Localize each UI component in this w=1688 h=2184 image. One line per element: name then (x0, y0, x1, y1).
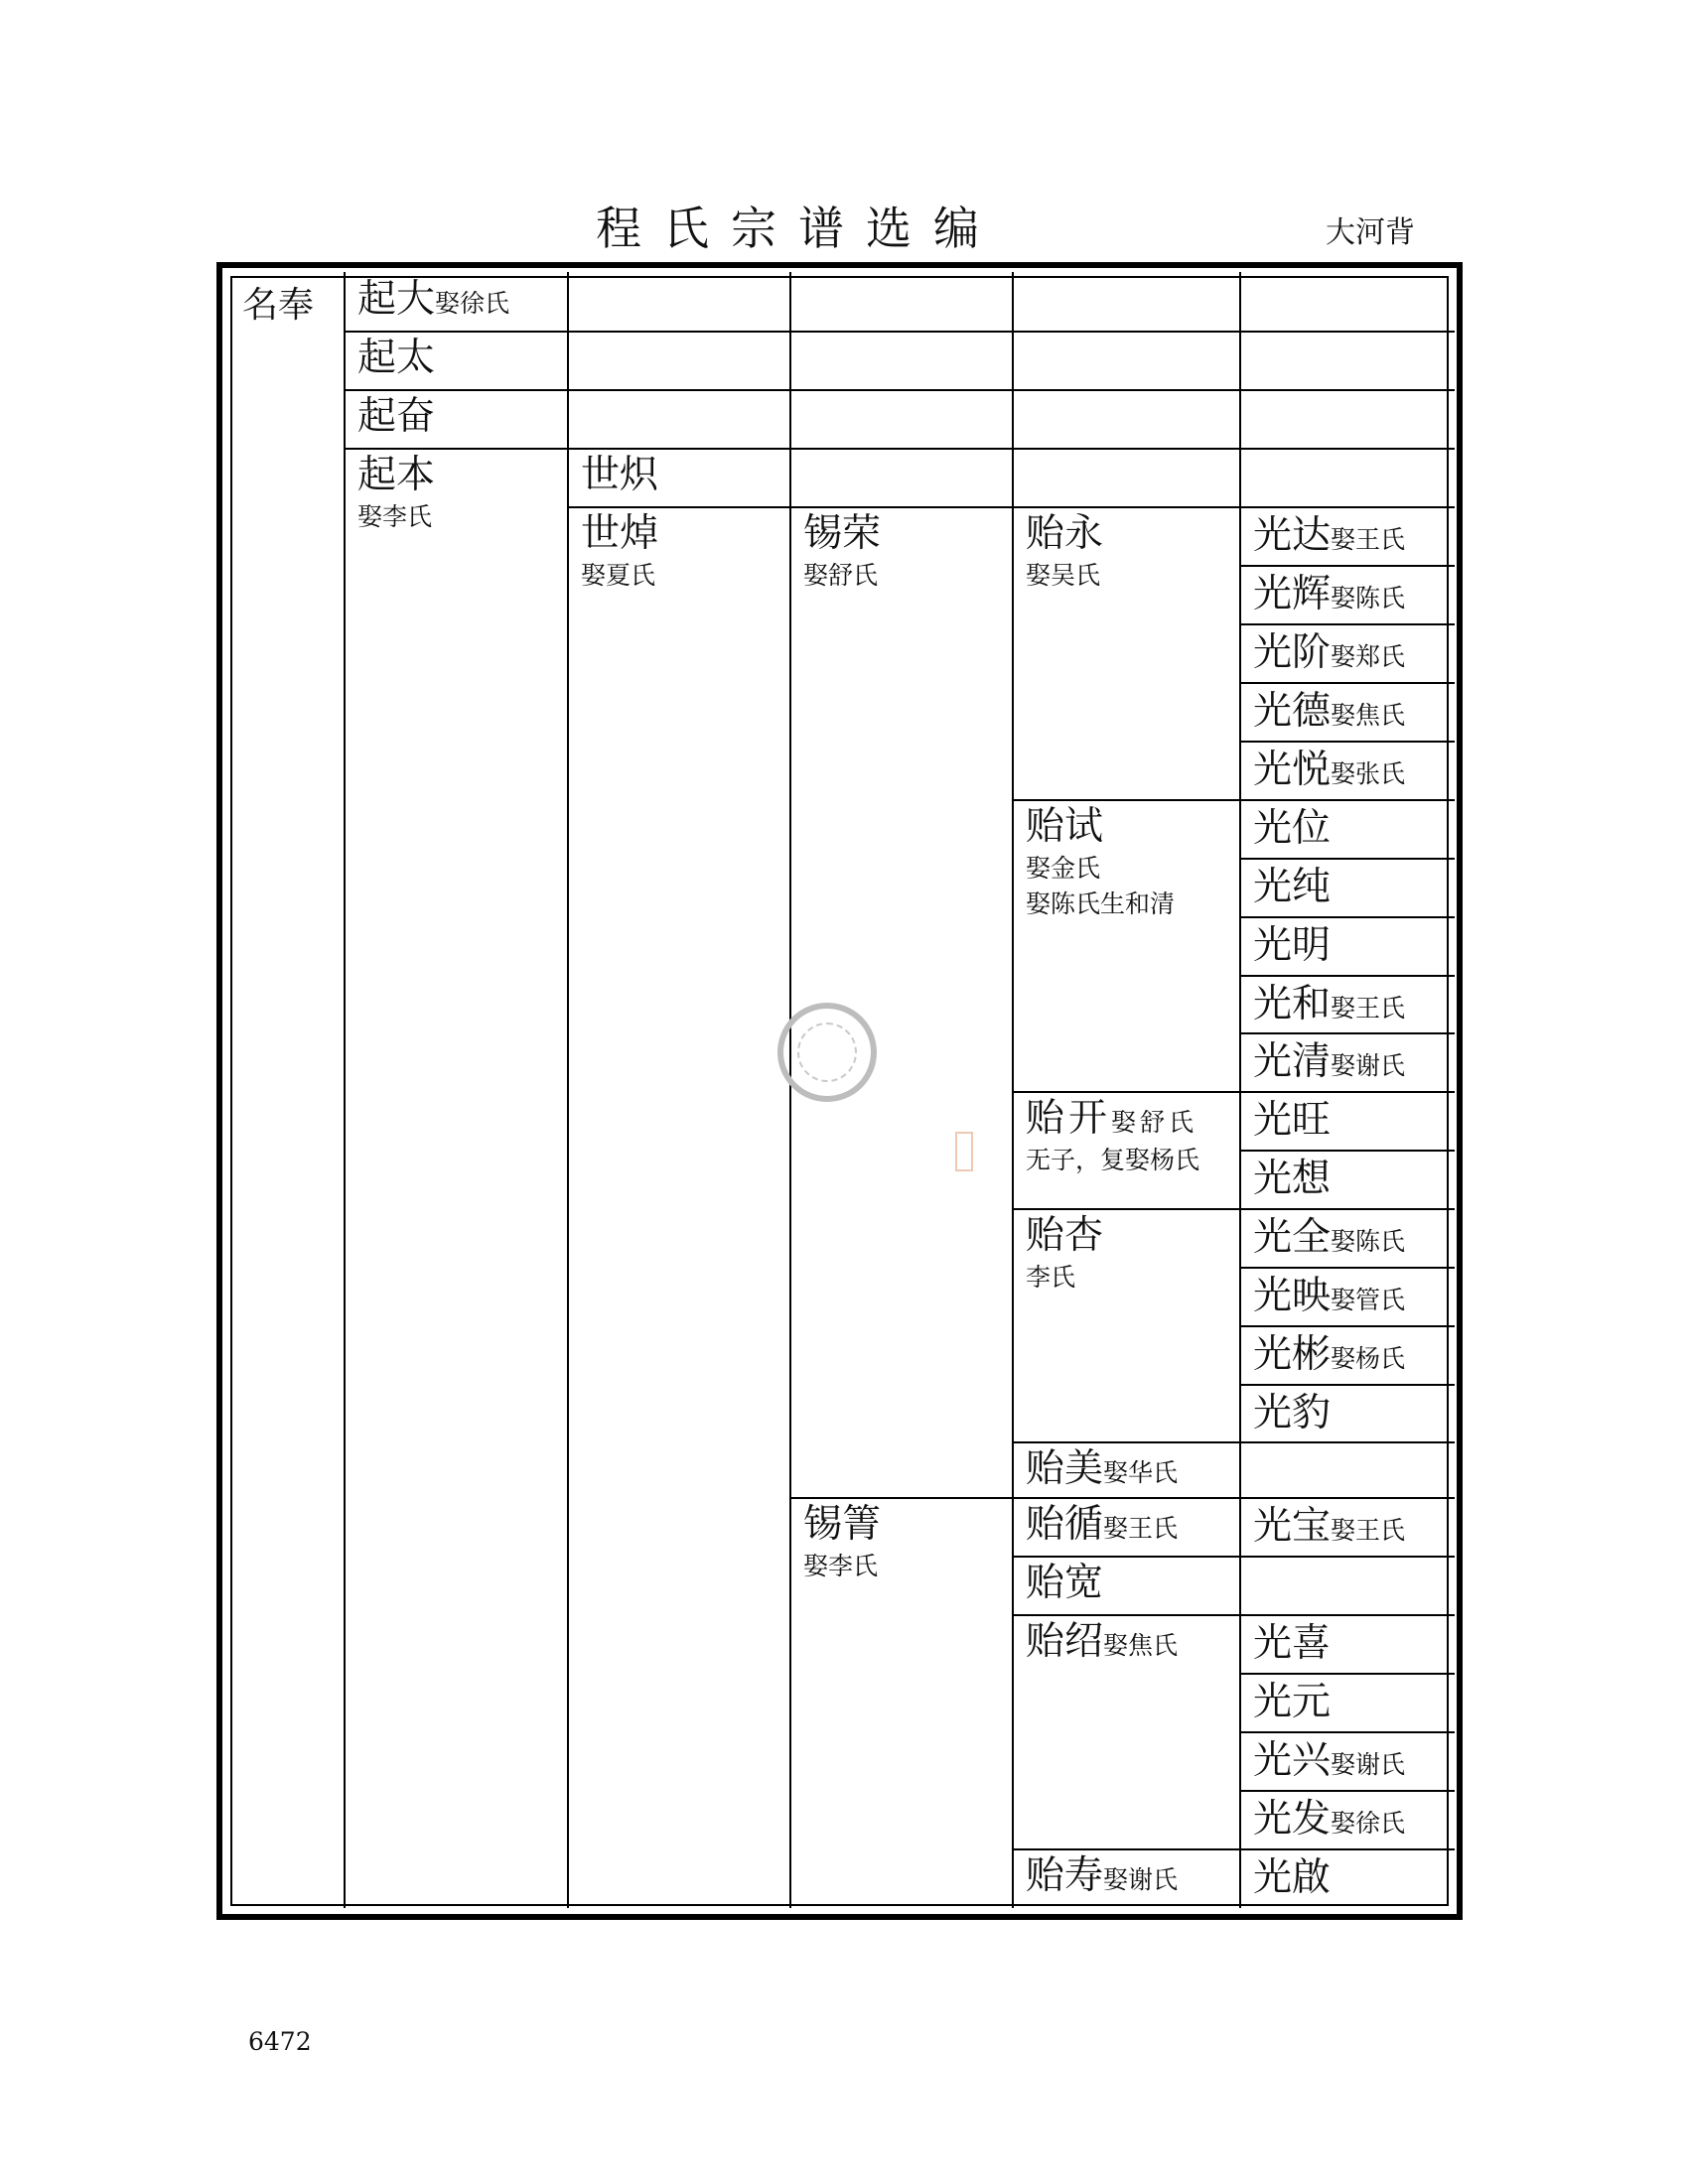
person-name: 光旺 (1253, 1098, 1332, 1143)
gen4-entry-xun (1026, 1501, 1178, 1549)
gen1-entry-tai (357, 335, 435, 382)
person-wife: 娶王氏 (1103, 1514, 1179, 1543)
row-divider (1012, 1556, 1455, 1558)
person-wife: 李氏 (1026, 1263, 1076, 1292)
person-wife: 娶陈氏 (1331, 1227, 1406, 1256)
gen4-entry-yong (1026, 510, 1103, 594)
person-wife: 娶陈氏生和清 (1026, 889, 1176, 918)
person-wife: 娶李氏 (357, 502, 433, 531)
gen4-entry-kuan (1026, 1560, 1103, 1607)
person-name: 起太 (357, 336, 436, 380)
row-divider (1239, 916, 1455, 918)
gen1-entry-ben (357, 452, 435, 535)
person-wife: 娶杨氏 (1331, 1344, 1406, 1373)
gen5-entry (1253, 571, 1405, 618)
person-name: 光清 (1253, 1039, 1332, 1084)
row-divider (1012, 799, 1455, 801)
person-wife: 娶徐氏 (1331, 1809, 1406, 1838)
person-wife: 娶舒氏 (1111, 1108, 1198, 1137)
person-name: 贻循 (1026, 1502, 1104, 1547)
row-divider (1239, 975, 1455, 977)
row-divider (1012, 1091, 1455, 1093)
page-number: 6472 (248, 2027, 312, 2056)
gen1-entry-da (357, 276, 509, 324)
person-wife: 娶舒氏 (803, 561, 879, 590)
person-wife: 娶焦氏 (1331, 701, 1406, 730)
gen5-entry (1253, 805, 1331, 853)
gen4-entry-xing (1026, 1212, 1103, 1296)
person-name: 世炽 (581, 453, 659, 497)
person-name: 贻开 (1026, 1096, 1112, 1141)
person-wife: 娶金氏 (1026, 854, 1101, 883)
gen5-entry (1253, 1679, 1331, 1726)
gen4-entry-shi (1026, 803, 1175, 922)
row-divider (1239, 623, 1455, 625)
watermark-stamp-icon (955, 1132, 973, 1171)
row-divider (1239, 1267, 1455, 1269)
gen4-entry-kai (1026, 1095, 1199, 1178)
person-name: 光达 (1253, 513, 1332, 558)
person-name: 光啟 (1253, 1855, 1332, 1900)
column-divider (344, 272, 346, 1908)
person-note: 无子，复娶杨氏 (1026, 1146, 1200, 1174)
row-divider (1239, 1150, 1455, 1152)
gen2-entry-zhuo (581, 510, 658, 594)
gen5-entry (1253, 1854, 1331, 1902)
person-wife: 娶吴氏 (1026, 561, 1101, 590)
person-wife: 娶谢氏 (1331, 1750, 1406, 1779)
gen5-entry (1253, 1796, 1405, 1843)
gen5-entry (1253, 922, 1331, 970)
person-wife: 娶徐氏 (435, 289, 510, 318)
row-divider (1239, 858, 1455, 860)
row-divider (344, 389, 1455, 391)
person-wife: 娶管氏 (1331, 1286, 1406, 1314)
person-wife: 娶王氏 (1331, 1516, 1406, 1545)
person-name: 锡箐 (803, 1502, 882, 1547)
row-divider (1239, 1384, 1455, 1386)
column-divider (1012, 272, 1014, 1908)
person-name: 光纯 (1253, 865, 1332, 909)
person-name: 光位 (1253, 806, 1332, 851)
person-wife: 娶王氏 (1331, 994, 1406, 1023)
person-name: 贻永 (1026, 511, 1104, 556)
person-wife: 娶谢氏 (1331, 1051, 1406, 1080)
gen5-entry (1253, 1156, 1331, 1203)
gen5-entry (1253, 1273, 1405, 1320)
gen5-entry (1253, 1038, 1405, 1086)
row-divider (1239, 1032, 1455, 1034)
person-name: 贻寿 (1026, 1853, 1104, 1898)
person-name: 光宝 (1253, 1504, 1332, 1549)
gen5-entry (1253, 1503, 1405, 1551)
person-name: 光全 (1253, 1215, 1332, 1260)
person-name: 光兴 (1253, 1738, 1332, 1783)
gen3-entry-jian (803, 1501, 881, 1584)
person-name: 光辉 (1253, 572, 1332, 616)
row-divider (1239, 1673, 1455, 1675)
gen4-entry-shao (1026, 1618, 1178, 1666)
person-name: 起本 (357, 453, 436, 497)
column-divider (567, 272, 569, 1908)
gen5-entry (1253, 629, 1405, 677)
watermark-logo (713, 1126, 971, 1175)
gen5-entry (1253, 688, 1405, 736)
person-name: 世焯 (581, 511, 659, 556)
region-name: 大河背 (1326, 215, 1415, 250)
gen5-entry (1253, 512, 1405, 560)
person-wife: 娶张氏 (1331, 759, 1406, 788)
person-name: 光想 (1253, 1157, 1332, 1201)
row-divider (1239, 565, 1455, 567)
person-wife: 娶王氏 (1331, 525, 1406, 554)
person-name: 光明 (1253, 923, 1332, 968)
person-name: 贻杏 (1026, 1213, 1104, 1258)
person-wife: 娶李氏 (803, 1552, 879, 1580)
gen3-entry-rong (803, 510, 881, 594)
person-name: 贻美 (1026, 1446, 1104, 1491)
person-wife: 娶谢氏 (1103, 1865, 1179, 1894)
gen5-entry (1253, 864, 1331, 911)
person-name: 光喜 (1253, 1621, 1332, 1666)
person-name: 光豹 (1253, 1391, 1332, 1435)
person-name: 光发 (1253, 1797, 1332, 1842)
row-divider (1012, 1848, 1455, 1850)
row-divider (567, 506, 1455, 508)
person-name: 贻绍 (1026, 1619, 1104, 1664)
person-wife: 娶焦氏 (1103, 1631, 1179, 1660)
person-name: 起奋 (357, 394, 436, 439)
person-name: 贻试 (1026, 804, 1104, 849)
label-column-heading: 名奉 (242, 285, 315, 326)
row-divider (1239, 1790, 1455, 1792)
column-divider (1239, 272, 1241, 1908)
gen5-entry (1253, 1097, 1331, 1145)
gen5-entry (1253, 981, 1405, 1028)
row-divider (1012, 1614, 1455, 1616)
row-divider (789, 1497, 1455, 1499)
row-divider (1012, 1208, 1455, 1210)
gen5-entry (1253, 1390, 1331, 1437)
gen2-entry-zhi (581, 452, 658, 499)
person-wife: 娶夏氏 (581, 561, 656, 590)
person-name: 贻宽 (1026, 1561, 1104, 1605)
row-divider (344, 331, 1455, 333)
person-wife: 娶郑氏 (1331, 642, 1406, 671)
gen5-entry (1253, 1737, 1405, 1785)
column-divider (789, 272, 791, 1908)
row-divider (1239, 1731, 1455, 1733)
gen1-entry-gao (357, 393, 435, 441)
watermark-seal-icon (777, 1003, 877, 1102)
gen5-entry (1253, 747, 1405, 794)
person-name: 光彬 (1253, 1332, 1332, 1377)
gen5-entry (1253, 1620, 1331, 1668)
row-divider (1239, 682, 1455, 684)
person-name: 光阶 (1253, 630, 1332, 675)
person-wife: 娶华氏 (1103, 1458, 1179, 1487)
person-name: 光映 (1253, 1274, 1332, 1318)
gen4-entry-mei (1026, 1445, 1178, 1493)
page-title: 程氏宗谱选编 (596, 202, 1001, 255)
gen5-entry (1253, 1214, 1405, 1262)
person-name: 锡荣 (803, 511, 882, 556)
person-name: 光悦 (1253, 748, 1332, 792)
row-divider (344, 448, 1455, 450)
person-wife: 娶陈氏 (1331, 584, 1406, 613)
row-divider (1239, 741, 1455, 743)
gen4-entry-shou (1026, 1852, 1178, 1900)
watermark-seal-ring (797, 1023, 857, 1082)
gen5-entry (1253, 1331, 1405, 1379)
person-name: 起大 (357, 277, 436, 322)
row-divider (1239, 1325, 1455, 1327)
person-name: 光和 (1253, 982, 1332, 1026)
row-divider (1012, 1441, 1455, 1443)
person-name: 光元 (1253, 1680, 1332, 1724)
person-name: 光德 (1253, 689, 1332, 734)
